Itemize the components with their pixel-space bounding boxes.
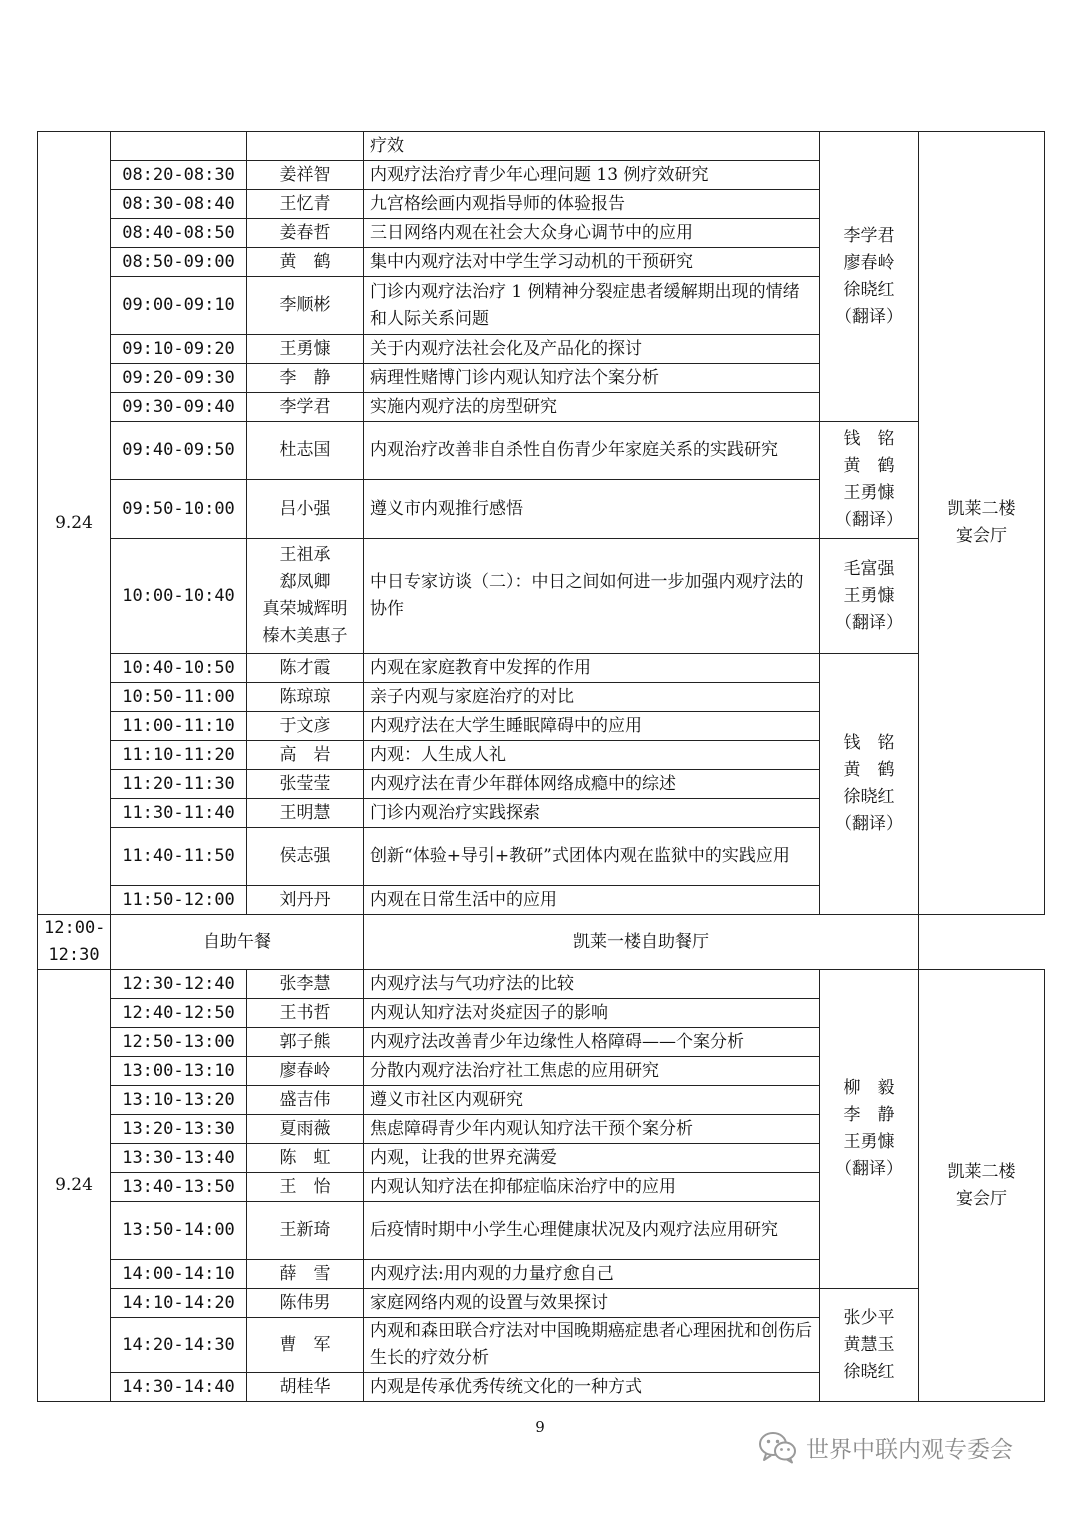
- topic-cell: 内观疗法:用内观的力量疗愈自己: [364, 1260, 820, 1289]
- table-row: [38, 132, 1045, 161]
- host-cell: [820, 970, 919, 1289]
- speaker-cell: 侯志强: [247, 828, 364, 886]
- host-cell-line: 徐晓红: [843, 787, 895, 807]
- speaker-cell: 李 静: [247, 364, 364, 393]
- topic-cell: 内观，让我的世界充满爱: [364, 1144, 820, 1173]
- date-cell: 9.24: [38, 970, 111, 1402]
- time-cell: 09:50-10:00: [111, 480, 247, 539]
- topic-cell: 病理性赌博门诊内观认知疗法个案分析: [364, 364, 820, 393]
- host-cell-line: 钱 铭: [843, 733, 895, 753]
- host-cell-line: 黄慧玉: [843, 1334, 895, 1355]
- venue-cell-line: 凯莱二楼: [947, 1161, 1016, 1182]
- speaker-cell: 陈琼琼: [247, 683, 364, 712]
- host-cell-line: 钱 铭: [843, 429, 895, 449]
- topic-cell: 内观认知疗法在抑郁症临床治疗中的应用: [364, 1173, 820, 1202]
- topic-cell: 内观疗法治疗青少年心理问题 13 例疗效研究: [364, 161, 820, 190]
- topic-cell: 集中内观疗法对中学生学习动机的干预研究: [364, 248, 820, 277]
- topic-cell: 中日专家访谈（二）：中日之间如何进一步加强内观疗法的协作: [364, 539, 820, 654]
- topic-cell: 疗效: [364, 132, 820, 161]
- watermark-text: 世界中联内观专委会: [806, 1436, 1013, 1463]
- topic-cell: 内观疗法在青少年群体网络成瘾中的综述: [364, 770, 820, 799]
- time-cell: 08:20-08:30: [111, 161, 247, 190]
- topic-cell: 内观疗法改善青少年边缘性人格障碍——个案分析: [364, 1028, 820, 1057]
- time-cell: 11:40-11:50: [111, 828, 247, 886]
- speaker-cell: 胡桂华: [247, 1373, 364, 1402]
- host-cell: [820, 422, 919, 539]
- host-cell: [820, 1289, 919, 1402]
- speaker-cell: 黄 鹤: [247, 248, 364, 277]
- table-row: [38, 422, 1045, 480]
- topic-cell: 创新“体验+导引+教研”式团体内观在监狱中的实践应用: [364, 828, 820, 886]
- speaker-cell: 王勇慷: [247, 335, 364, 364]
- table-row: [38, 915, 1045, 970]
- topic-cell: 三日网络内观在社会大众身心调节中的应用: [364, 219, 820, 248]
- host-cell-line: 廖春岭: [843, 252, 895, 273]
- speaker-cell: 张莹莹: [247, 770, 364, 799]
- speaker-cell: 姜春哲: [247, 219, 364, 248]
- time-cell: 10:40-10:50: [111, 654, 247, 683]
- host-cell-line: （翻译）: [835, 814, 903, 834]
- topic-cell: 亲子内观与家庭治疗的对比: [364, 683, 820, 712]
- speaker-cell: 吕小强: [247, 480, 364, 539]
- host-cell-line: 李学君: [843, 225, 895, 246]
- topic-cell: 九宫格绘画内观指导师的体验报告: [364, 190, 820, 219]
- topic-cell: 后疫情时期中小学生心理健康状况及内观疗法应用研究: [364, 1202, 820, 1260]
- lunch-cell: 自助午餐: [111, 915, 364, 970]
- speaker-cell: 王书哲: [247, 999, 364, 1028]
- time-cell: 09:10-09:20: [111, 335, 247, 364]
- speaker-cell: 王新琦: [247, 1202, 364, 1260]
- host-cell-line: 毛富强: [843, 558, 895, 579]
- time-cell: 13:30-13:40: [111, 1144, 247, 1173]
- topic-cell: 家庭网络内观的设置与效果探讨: [364, 1289, 820, 1318]
- speaker-cell: 姜祥智: [247, 161, 364, 190]
- topic-cell: 门诊内观疗法治疗 1 例精神分裂症患者缓解期出现的情绪和人际关系问题: [364, 277, 820, 335]
- venue-cell: [919, 132, 1045, 915]
- table-row: [38, 654, 1045, 683]
- table-row: [38, 1289, 1045, 1318]
- speaker-cell: 高 岩: [247, 741, 364, 770]
- topic-cell: 内观在家庭教育中发挥的作用: [364, 654, 820, 683]
- time-cell: 09:40-09:50: [111, 422, 247, 480]
- watermark: [758, 1430, 1013, 1464]
- speaker-cell: 刘丹丹: [247, 886, 364, 915]
- host-cell-line: （翻译）: [835, 306, 903, 327]
- time-cell: 14:20-14:30: [111, 1318, 247, 1373]
- topic-cell: 内观疗法在大学生睡眠障碍中的应用: [364, 712, 820, 741]
- lunch-venue-cell: 凯莱一楼自助餐厅: [364, 915, 919, 970]
- time-cell: 12:40-12:50: [111, 999, 247, 1028]
- speaker-cell-line: 郄凤卿: [279, 572, 331, 592]
- host-cell: [820, 539, 919, 654]
- speaker-cell: 王 怡: [247, 1173, 364, 1202]
- host-cell-line: 徐晓红: [843, 1361, 895, 1382]
- host-cell-line: 张少平: [843, 1307, 895, 1328]
- speaker-cell: 薛 雪: [247, 1260, 364, 1289]
- table-row: [38, 539, 1045, 654]
- table-row: [38, 970, 1045, 999]
- topic-cell: 内观和森田联合疗法对中国晚期癌症患者心理困扰和创伤后生长的疗效分析: [364, 1318, 820, 1373]
- host-cell-line: 柳 毅: [843, 1078, 895, 1098]
- topic-cell: 遵义市内观推行感悟: [364, 480, 820, 539]
- topic-cell: 门诊内观治疗实践探索: [364, 799, 820, 828]
- speaker-cell: 李顺彬: [247, 277, 364, 335]
- speaker-cell: 李学君: [247, 393, 364, 422]
- venue-cell: [919, 970, 1045, 1402]
- host-cell-line: 王勇慷: [843, 1132, 895, 1152]
- time-cell: 11:20-11:30: [111, 770, 247, 799]
- speaker-cell: 夏雨薇: [247, 1115, 364, 1144]
- host-cell-line: （翻译）: [835, 1159, 903, 1179]
- topic-cell: 内观：人生成人礼: [364, 741, 820, 770]
- time-cell: 11:50-12:00: [111, 886, 247, 915]
- time-cell: 12:50-13:00: [111, 1028, 247, 1057]
- wechat-icon: [758, 1430, 798, 1464]
- speaker-cell: 廖春岭: [247, 1057, 364, 1086]
- topic-cell: 内观疗法与气功疗法的比较: [364, 970, 820, 999]
- speaker-cell-line: 榛木美惠子: [262, 626, 348, 646]
- page-number: 9: [535, 1418, 545, 1436]
- time-cell: 12:30-12:40: [111, 970, 247, 999]
- topic-cell: 内观治疗改善非自杀性自伤青少年家庭关系的实践研究: [364, 422, 820, 480]
- time-cell: 13:20-13:30: [111, 1115, 247, 1144]
- speaker-cell: 杜志国: [247, 422, 364, 480]
- speaker-cell: 张李慧: [247, 970, 364, 999]
- time-cell: 11:10-11:20: [111, 741, 247, 770]
- speaker-cell: [247, 132, 364, 161]
- schedule-table: [37, 131, 1045, 1402]
- time-cell: 09:30-09:40: [111, 393, 247, 422]
- host-cell: [820, 132, 919, 422]
- speaker-cell: 陈 虹: [247, 1144, 364, 1173]
- speaker-cell: 王忆青: [247, 190, 364, 219]
- time-cell: 13:50-14:00: [111, 1202, 247, 1260]
- time-cell: 08:30-08:40: [111, 190, 247, 219]
- host-cell-line: （翻译）: [835, 510, 903, 530]
- time-cell: 12:00-12:30: [38, 915, 111, 970]
- time-cell: 14:30-14:40: [111, 1373, 247, 1402]
- topic-cell: 内观认知疗法对炎症因子的影响: [364, 999, 820, 1028]
- host-cell-line: 李 静: [843, 1105, 895, 1125]
- venue-cell-line: 宴会厅: [956, 526, 1007, 546]
- host-cell-line: 王勇慷: [843, 483, 895, 503]
- speaker-cell: 郭子熊: [247, 1028, 364, 1057]
- time-cell: 08:50-09:00: [111, 248, 247, 277]
- host-cell-line: 王勇慷: [843, 585, 895, 606]
- speaker-cell: 陈伟男: [247, 1289, 364, 1318]
- host-cell: [820, 654, 919, 915]
- time-cell: 11:30-11:40: [111, 799, 247, 828]
- time-cell: 13:00-13:10: [111, 1057, 247, 1086]
- host-cell-line: （翻译）: [835, 612, 903, 633]
- speaker-cell: 陈才霞: [247, 654, 364, 683]
- time-cell: 09:00-09:10: [111, 277, 247, 335]
- host-cell-line: 黄 鹤: [843, 456, 895, 476]
- time-cell: 13:10-13:20: [111, 1086, 247, 1115]
- speaker-cell: 于文彦: [247, 712, 364, 741]
- time-cell: 14:10-14:20: [111, 1289, 247, 1318]
- topic-cell: 内观是传承优秀传统文化的一种方式: [364, 1373, 820, 1402]
- topic-cell: 焦虑障碍青少年内观认知疗法干预个案分析: [364, 1115, 820, 1144]
- host-cell-line: 徐晓红: [843, 279, 895, 300]
- speaker-cell: 王明慧: [247, 799, 364, 828]
- host-cell-line: 黄 鹤: [843, 760, 895, 780]
- topic-cell: 内观在日常生活中的应用: [364, 886, 820, 915]
- time-cell: 08:40-08:50: [111, 219, 247, 248]
- time-cell: 09:20-09:30: [111, 364, 247, 393]
- time-cell: 10:00-10:40: [111, 539, 247, 654]
- speaker-cell: 曹 军: [247, 1318, 364, 1373]
- time-cell: 10:50-11:00: [111, 683, 247, 712]
- speaker-cell: 盛吉伟: [247, 1086, 364, 1115]
- topic-cell: 分散内观疗法治疗社工焦虑的应用研究: [364, 1057, 820, 1086]
- topic-cell: 遵义市社区内观研究: [364, 1086, 820, 1115]
- speaker-cell: [247, 539, 364, 654]
- time-cell: [111, 132, 247, 161]
- speaker-cell-line: 真荣城辉明: [262, 599, 348, 619]
- time-cell: 13:40-13:50: [111, 1173, 247, 1202]
- venue-cell-line: 凯莱二楼: [947, 499, 1016, 519]
- venue-cell-line: 宴会厅: [956, 1188, 1007, 1209]
- topic-cell: 关于内观疗法社会化及产品化的探讨: [364, 335, 820, 364]
- speaker-cell-line: 王祖承: [279, 545, 331, 565]
- topic-cell: 实施内观疗法的房型研究: [364, 393, 820, 422]
- date-cell: 9.24: [38, 132, 111, 915]
- time-cell: 14:00-14:10: [111, 1260, 247, 1289]
- time-cell: 11:00-11:10: [111, 712, 247, 741]
